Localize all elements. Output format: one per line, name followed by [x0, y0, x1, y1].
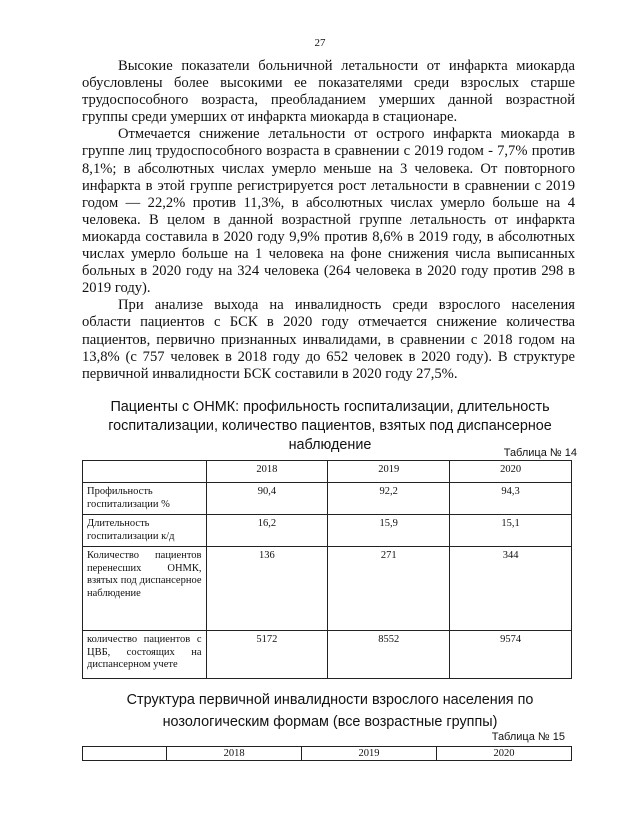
cell-value: 92,2	[328, 483, 450, 515]
cell-value: 5172	[206, 631, 328, 679]
paragraph: Отмечается снижение летальности от острого инфаркта миокарда в группе лиц трудоспособного возраста в сравнении с 2019 годом - 7,7% против 8,1%; в абсолютных числах умерло меньше на 3 человека. От повторного инфаркта в этой группе регистрируется рост летальности в сравнении с 2019 годом — 22,2% против 11,3%, в абсолютных числах умерло больше на 4 человека. В целом в данной возрастной группе летальность от инфаркта миокарда составила в 2020 году 9,9% против 8,6% в 2019 году, в абсолютных числах умерло больше на 1 человека на фоне снижения числа выписанных больных в 2020 году на 324 человека (264 человека в 2020 году против 298 в 2019 году).	[82, 126, 575, 297]
table-15-caption: Структура первичной инвалидности взрослого населения по нозологическим формам (все возрастные группы)	[126, 692, 534, 730]
cell-value: 15,1	[450, 515, 572, 547]
table-14	[82, 460, 572, 679]
header-year-cell: 2020	[450, 461, 572, 483]
cell-value: 271	[328, 547, 450, 631]
paragraph: Высокие показатели больничной летальности от инфаркта миокарда обусловлены более высокими ее показателями среди взрослых старше трудоспособного возраста, преобладанием умерших данной возрастной группы среди умерших от инфаркта миокарда в стационаре.	[82, 58, 575, 126]
page-number: 27	[314, 37, 326, 49]
table-row	[83, 631, 572, 679]
table-header-row	[83, 747, 572, 761]
table-header-row	[83, 461, 572, 483]
cell-value: 344	[450, 547, 572, 631]
row-label: Количество пациентов перенесших ОНМК, взятых под диспансерное наблюдение	[83, 547, 207, 631]
header-empty-cell	[83, 747, 167, 761]
paragraph: При анализе выхода на инвалидность среди взрослого населения области пациентов с БСК в 2020 году отмечается снижение количества пациентов, первично признанных инвалидами, в сравнении с 2018 годом на 13,8% (с 757 человек в 2018 году до 652 человек в 2020 году). В структуре первичной инвалидности БСК составили в 2020 году 27,5%.	[82, 297, 575, 382]
header-empty-cell	[83, 461, 207, 483]
cell-value: 90,4	[206, 483, 328, 515]
table-15-number: Таблица № 15	[491, 731, 565, 743]
cell-value: 15,9	[328, 515, 450, 547]
cell-value: 136	[206, 547, 328, 631]
cell-value: 8552	[328, 631, 450, 679]
header-year-cell: 2018	[167, 747, 302, 761]
header-year-cell: 2019	[328, 461, 450, 483]
cell-value: 16,2	[206, 515, 328, 547]
row-label: Длительность госпитализации к/д	[83, 515, 207, 547]
table-row	[83, 547, 572, 631]
header-year-cell: 2019	[302, 747, 437, 761]
table-14-caption: Пациенты с ОНМК: профильность госпитализации, длительность госпитализации, количество пациентов, взятых под диспансерное наблюдение	[108, 399, 552, 453]
table-row	[83, 483, 572, 515]
table-15	[82, 746, 572, 761]
cell-value: 9574	[450, 631, 572, 679]
cell-value: 94,3	[450, 483, 572, 515]
row-label: Профильность госпитализации %	[83, 483, 207, 515]
table-14-number: Таблица № 14	[503, 447, 577, 459]
body-text	[82, 58, 575, 383]
row-label: количество пациентов с ЦВБ, состоящих на диспансерном учете	[83, 631, 207, 679]
header-year-cell: 2020	[437, 747, 572, 761]
header-year-cell: 2018	[206, 461, 328, 483]
table-row	[83, 515, 572, 547]
